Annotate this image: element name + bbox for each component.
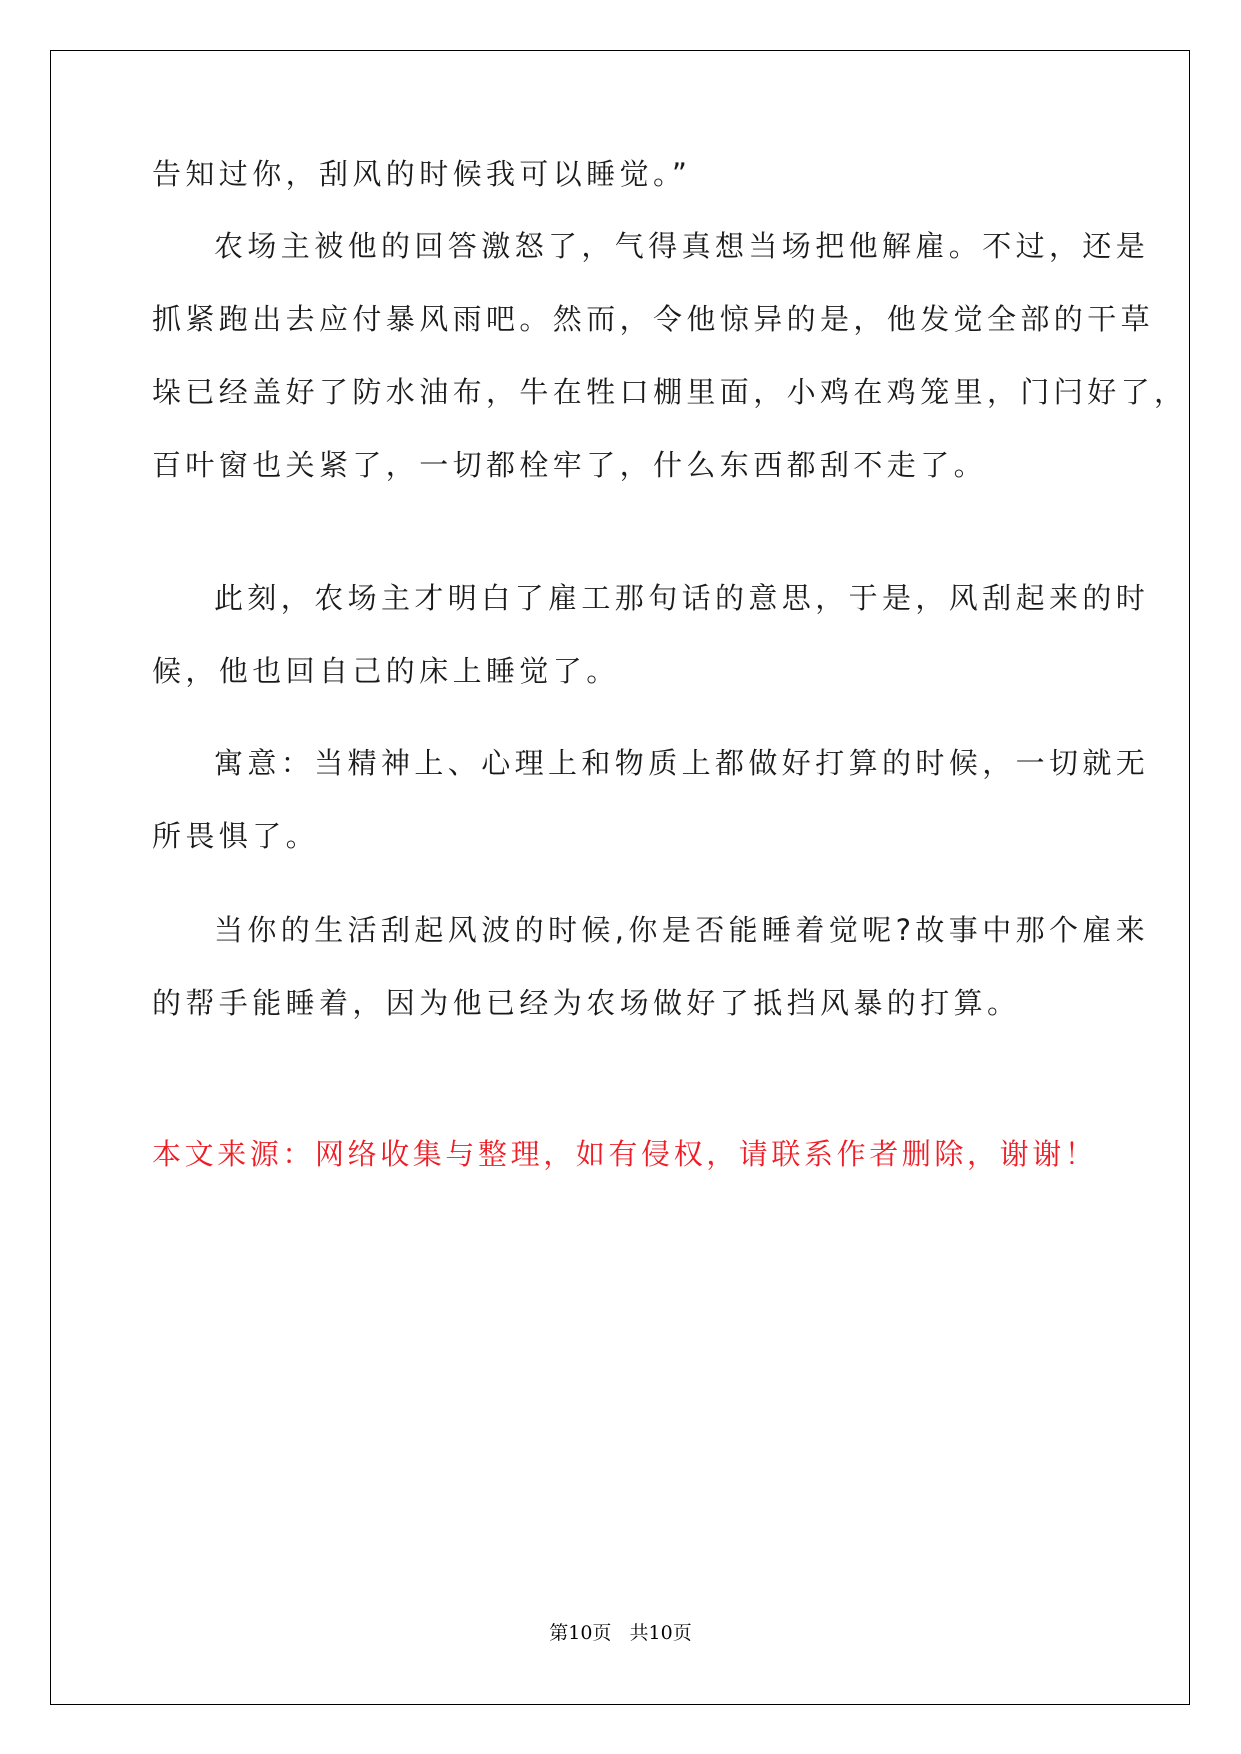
paragraph-line: 农场主被他的回答激怒了，气得真想当场把他解雇。不过，还是 — [214, 229, 1150, 263]
page-indicator: 第10页 共10页 — [549, 1622, 692, 1644]
paragraph-line: 此刻，农场主才明白了雇工那句话的意思，于是，风刮起来的时 — [214, 581, 1150, 615]
paragraph-line: 所畏惧了。 — [152, 819, 320, 853]
paragraph-line: 当你的生活刮起风波的时候,你是否能睡着觉呢?故事中那个雇来 — [214, 913, 1150, 947]
paragraph-line: 寓意：当精神上、心理上和物质上都做好打算的时候，一切就无 — [214, 746, 1150, 780]
source-notice: 本文来源：网络收集与整理，如有侵权，请联系作者删除，谢谢！ — [152, 1137, 1098, 1171]
page-frame — [50, 50, 1190, 1705]
paragraph-line: 垛已经盖好了防水油布，牛在牲口棚里面，小鸡在鸡笼里，门闩好了， — [152, 375, 1188, 409]
paragraph-line: 的帮手能睡着，因为他已经为农场做好了抵挡风暴的打算。 — [152, 986, 1021, 1020]
paragraph-line: 抓紧跑出去应付暴风雨吧。然而，令他惊异的是，他发觉全部的干草 — [152, 302, 1155, 336]
paragraph-line: 候，他也回自己的床上睡觉了。 — [152, 654, 620, 688]
paragraph-line: 百叶窗也关紧了，一切都栓牢了，什么东西都刮不走了。 — [152, 448, 988, 482]
paragraph-line: 告知过你，刮风的时候我可以睡觉。” — [152, 157, 692, 191]
